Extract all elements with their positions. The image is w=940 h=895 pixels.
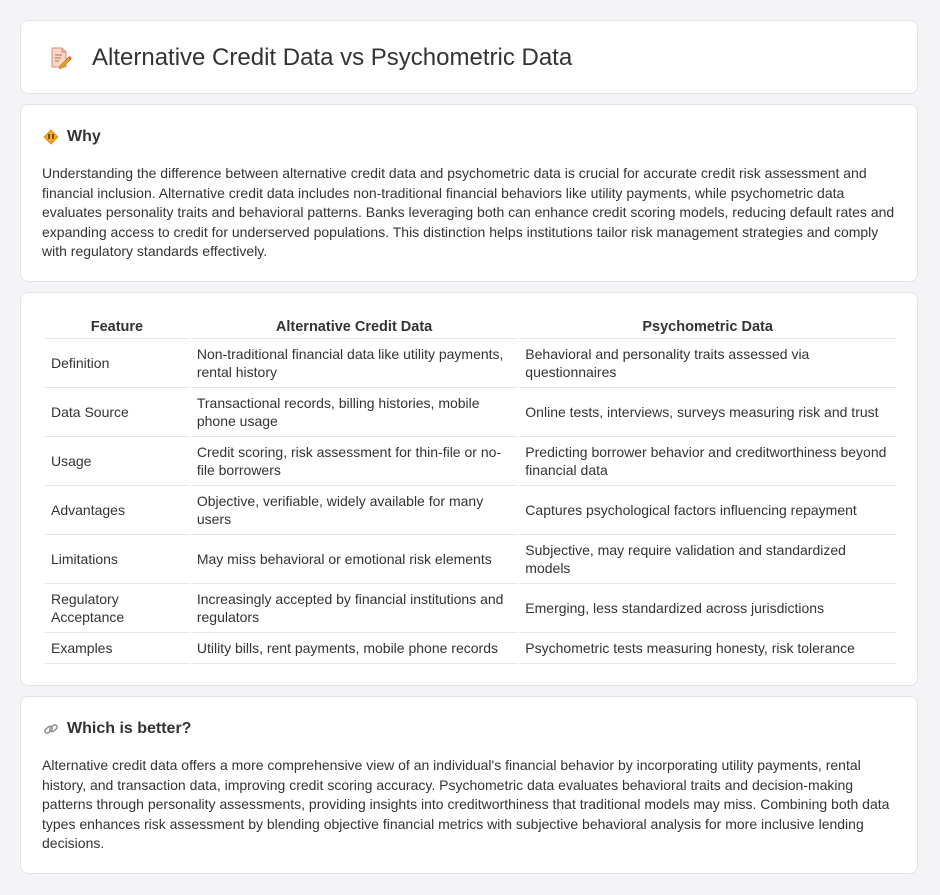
table-row	[45, 339, 896, 388]
feature-cell: Limitations	[45, 535, 189, 584]
better-paragraph: Alternative credit data offers a more comprehensive view of an individual's financial behavior by incorporating utility payments, rental history, and transaction data, improving credit scoring accuracy. Psychometric data evaluates behavioral traits and decision-making patterns through personality assessments, providing insights into creditworthiness that traditional models may miss. Combining both data types enhances risk assessment by blending objective financial metrics with subjective behavioral analysis for more inclusive lending decisions.	[42, 757, 890, 851]
why-section	[20, 104, 918, 282]
alternative-credit-cell: May miss behavioral or emotional risk elements	[191, 535, 517, 584]
document-pencil-icon	[48, 46, 72, 70]
why-heading: Why	[67, 128, 101, 145]
feature-cell: Regulatory Acceptance	[45, 584, 189, 633]
table-header-row	[45, 315, 896, 339]
feature-cell: Data Source	[45, 388, 189, 437]
which-is-better-section	[20, 696, 918, 874]
comparison-table	[43, 315, 898, 664]
alternative-credit-cell: Transactional records, billing histories, mobile phone usage	[191, 388, 517, 437]
table-row	[45, 535, 896, 584]
table-row	[45, 437, 896, 486]
alternative-credit-cell: Non-traditional financial data like utility payments, rental history	[191, 339, 517, 388]
alternative-credit-cell: Credit scoring, risk assessment for thin-file or no-file borrowers	[191, 437, 517, 486]
alternative-credit-cell: Increasingly accepted by financial institutions and regulators	[191, 584, 517, 633]
feature-cell: Usage	[45, 437, 189, 486]
column-header-alternative-credit-data: Alternative Credit Data	[191, 315, 517, 339]
feature-cell: Definition	[45, 339, 189, 388]
alternative-credit-cell: Objective, verifiable, widely available for many users	[191, 486, 517, 535]
psychometric-cell: Subjective, may require validation and standardized models	[519, 535, 896, 584]
better-heading-row	[43, 717, 191, 741]
psychometric-cell: Online tests, interviews, surveys measuring risk and trust	[519, 388, 896, 437]
psychometric-cell: Psychometric tests measuring honesty, risk tolerance	[519, 633, 896, 664]
table-row	[45, 584, 896, 633]
comparison-section	[20, 292, 918, 686]
header-card	[20, 20, 918, 94]
feature-cell: Examples	[45, 633, 189, 664]
psychometric-cell: Behavioral and personality traits assessed via questionnaires	[519, 339, 896, 388]
psychometric-cell: Predicting borrower behavior and creditworthiness beyond financial data	[519, 437, 896, 486]
feature-cell: Advantages	[45, 486, 189, 535]
column-header-psychometric-data: Psychometric Data	[519, 315, 896, 339]
why-heading-row	[43, 125, 101, 149]
psychometric-cell: Emerging, less standardized across jurisdictions	[519, 584, 896, 633]
better-heading: Which is better?	[67, 720, 192, 737]
column-header-feature: Feature	[45, 315, 189, 339]
table-row	[45, 486, 896, 535]
table-row	[45, 633, 896, 664]
table-row	[45, 388, 896, 437]
psychometric-cell: Captures psychological factors influencing repayment	[519, 486, 896, 535]
page-title: Alternative Credit Data vs Psychometric Data	[92, 44, 573, 71]
diamond-warning-icon	[43, 129, 59, 145]
why-paragraph: Understanding the difference between alternative credit data and psychometric data is crucial for accurate credit risk assessment and financial inclusion. Alternative credit data includes non-traditional financial behaviors like utility payments, while psychometric data evaluates personality traits and behavioral patterns. Banks leveraging both can enhance credit scoring models, reducing default rates and expanding access to credit for underserved populations. This distinction helps institutions tailor risk management strategies and comply with regulatory standards effectively.	[42, 165, 895, 259]
link-icon	[43, 721, 59, 737]
alternative-credit-cell: Utility bills, rent payments, mobile phone records	[191, 633, 517, 664]
